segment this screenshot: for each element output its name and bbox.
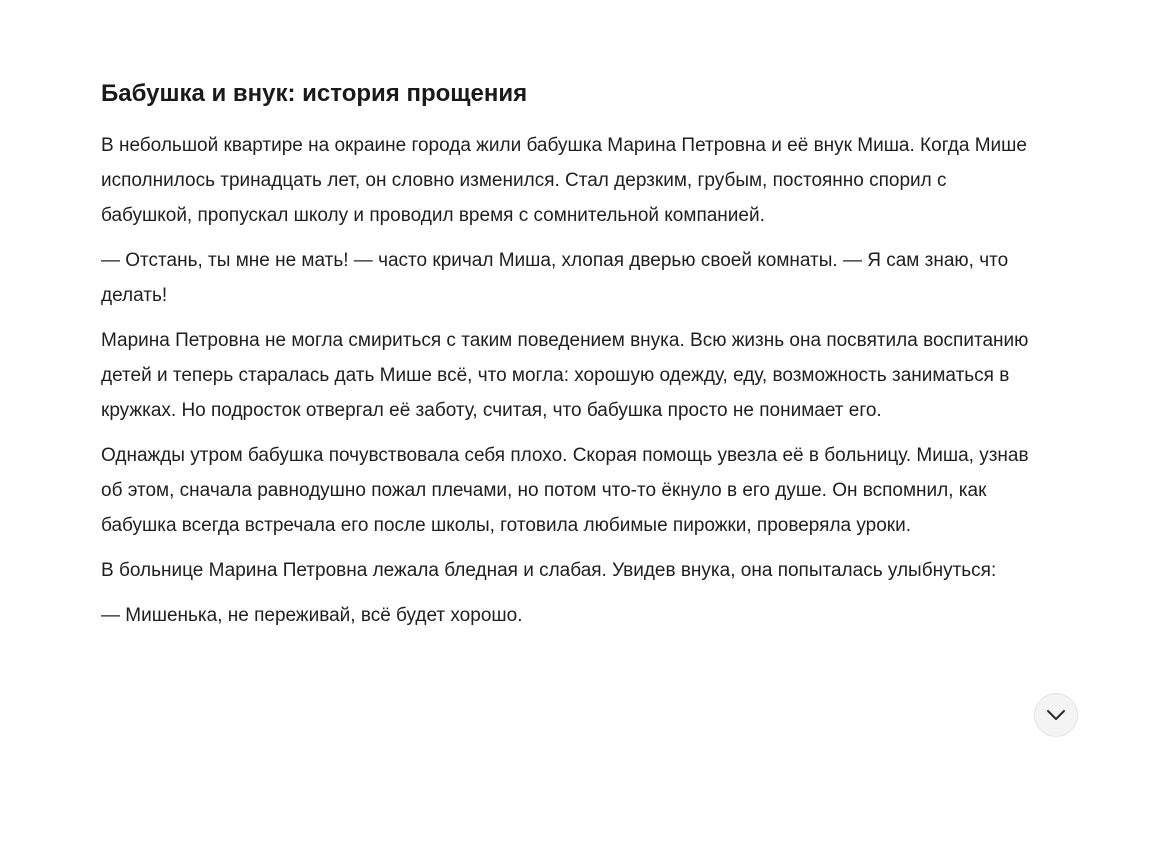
article-paragraph: В больнице Марина Петровна лежала бледная и слабая. Увидев внука, она попыталась улыбнуться: (101, 560, 997, 581)
scroll-down-button[interactable] (1034, 693, 1078, 737)
chevron-down-icon (1046, 709, 1066, 721)
article-paragraph: — Мишенька, не переживай, всё будет хорошо. (101, 605, 523, 626)
article-paragraph: В небольшой квартире на окраине города жили бабушка Марина Петровна и её внук Миша. Когда Мише исполнилось тринадцать лет, он словно изменился. Стал дерзким, грубым, постоянно спорил с бабушкой, пропускал школу и проводил время с сомнительной компанией. (101, 135, 1027, 226)
article-title: Бабушка и внук: история прощения (101, 80, 528, 107)
article-paragraph: Марина Петровна не могла смириться с таким поведением внука. Всю жизнь она посвятила воспитанию детей и теперь старалась дать Мише всё, что могла: хорошую одежду, еду, возможность заниматься в кружках. Но подросток отвергал её заботу, считая, что бабушка просто не понимает его. (101, 330, 1029, 421)
article (101, 74, 1031, 643)
article-paragraph: Однажды утром бабушка почувствовала себя плохо. Скорая помощь увезла её в больницу. Миша, узнав об этом, сначала равнодушно пожал плечами, но потом что-то ёкнуло в его душе. Он вспомнил, как бабушка всегда встречала его после школы, готовила любимые пирожки, проверяла уроки. (101, 445, 1029, 536)
article-paragraph: — Отстань, ты мне не мать! — часто кричал Миша, хлопая дверью своей комнаты. — Я сам знаю, что делать! (101, 250, 1009, 306)
